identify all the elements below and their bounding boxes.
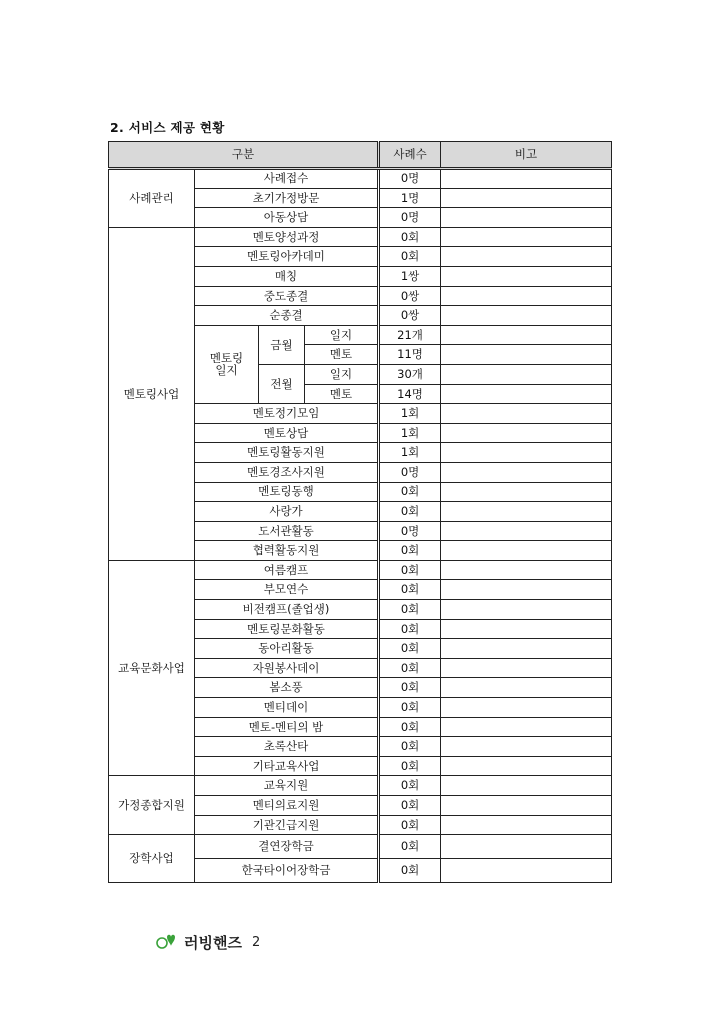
count-cell: 0쌍	[379, 286, 441, 306]
count-cell: 0회	[379, 482, 441, 502]
item-label: 봄소풍	[195, 678, 379, 698]
note-cell	[441, 619, 612, 639]
count-cell: 0회	[379, 560, 441, 580]
item-label: 멘토상담	[195, 423, 379, 443]
count-cell: 0쌍	[379, 306, 441, 326]
note-cell	[441, 521, 612, 541]
count-cell: 0회	[379, 815, 441, 835]
count-cell: 21개	[379, 325, 441, 345]
item-label: 멘토링아카데미	[195, 247, 379, 267]
note-cell	[441, 325, 612, 345]
note-cell	[441, 306, 612, 326]
note-cell	[441, 756, 612, 776]
item-label: 한국타이어장학금	[195, 859, 379, 883]
item-label: 협력활동지원	[195, 541, 379, 561]
item-label: 자원봉사데이	[195, 658, 379, 678]
item-label: 멘토정기모임	[195, 404, 379, 424]
item-label: 도서관활동	[195, 521, 379, 541]
month-label: 금월	[259, 325, 305, 364]
count-cell: 0회	[379, 756, 441, 776]
count-cell: 1회	[379, 443, 441, 463]
note-cell	[441, 247, 612, 267]
note-cell	[441, 266, 612, 286]
note-cell	[441, 482, 612, 502]
note-cell	[441, 835, 612, 859]
item-label: 결연장학금	[195, 835, 379, 859]
count-cell: 0회	[379, 619, 441, 639]
section-title: 2. 서비스 제공 현황	[110, 120, 225, 135]
item-label: 멘토링동행	[195, 482, 379, 502]
count-cell: 0회	[379, 796, 441, 816]
note-cell	[441, 423, 612, 443]
item-label: 사례접수	[195, 169, 379, 189]
note-cell	[441, 227, 612, 247]
note-cell	[441, 580, 612, 600]
note-cell	[441, 560, 612, 580]
item-label: 매칭	[195, 266, 379, 286]
count-cell: 0회	[379, 541, 441, 561]
page-number: 2	[251, 935, 261, 950]
count-cell: 0명	[379, 521, 441, 541]
item-label: 부모연수	[195, 580, 379, 600]
item-label: 기관긴급지원	[195, 815, 379, 835]
header-count: 사례수	[379, 142, 441, 169]
count-cell: 14명	[379, 384, 441, 404]
journal-label: 멘토링 일지	[195, 325, 259, 403]
item-label: 멘토링문화활동	[195, 619, 379, 639]
note-cell	[441, 502, 612, 522]
item-label: 비전캠프(졸업생)	[195, 600, 379, 620]
count-cell: 0명	[379, 208, 441, 228]
count-cell: 0회	[379, 502, 441, 522]
note-cell	[441, 600, 612, 620]
item-label: 중도종결	[195, 286, 379, 306]
note-cell	[441, 737, 612, 757]
note-cell	[441, 698, 612, 718]
count-cell: 0회	[379, 835, 441, 859]
note-cell	[441, 859, 612, 883]
count-cell: 0회	[379, 600, 441, 620]
item-label: 순종결	[195, 306, 379, 326]
item-label: 멘토경조사지원	[195, 462, 379, 482]
count-cell: 0회	[379, 859, 441, 883]
table-row	[109, 835, 612, 859]
note-cell	[441, 345, 612, 365]
item-label: 멘토링활동지원	[195, 443, 379, 463]
count-cell: 0명	[379, 462, 441, 482]
header-category: 구분	[109, 142, 379, 169]
count-cell: 1쌍	[379, 266, 441, 286]
footer	[156, 932, 260, 953]
group-label: 가정종합지원	[109, 776, 195, 835]
group-label: 장학사업	[109, 835, 195, 883]
note-cell	[441, 208, 612, 228]
item-label: 멘티데이	[195, 698, 379, 718]
heart-hands-logo-icon	[156, 933, 178, 953]
item-label: 동아리활동	[195, 639, 379, 659]
note-cell	[441, 541, 612, 561]
item-label: 여름캠프	[195, 560, 379, 580]
group-label: 교육문화사업	[109, 560, 195, 776]
count-cell: 0회	[379, 737, 441, 757]
count-cell: 1회	[379, 404, 441, 424]
note-cell	[441, 443, 612, 463]
count-cell: 0명	[379, 169, 441, 189]
sub-label: 일지	[305, 364, 379, 384]
service-status-table	[108, 141, 612, 883]
item-label: 초록산타	[195, 737, 379, 757]
count-cell: 0회	[379, 717, 441, 737]
count-cell: 0회	[379, 698, 441, 718]
table-row	[109, 560, 612, 580]
item-label: 사랑가	[195, 502, 379, 522]
item-label: 기타교육사업	[195, 756, 379, 776]
table-row	[109, 227, 612, 247]
table-row	[109, 169, 612, 189]
brand-name: 러빙핸즈	[184, 934, 242, 952]
item-label: 교육지원	[195, 776, 379, 796]
note-cell	[441, 404, 612, 424]
group-label: 사례관리	[109, 169, 195, 228]
count-cell: 1명	[379, 188, 441, 208]
note-cell	[441, 188, 612, 208]
sub-label: 일지	[305, 325, 379, 345]
note-cell	[441, 815, 612, 835]
group-label: 멘토링사업	[109, 227, 195, 560]
count-cell: 0회	[379, 658, 441, 678]
note-cell	[441, 169, 612, 189]
note-cell	[441, 364, 612, 384]
note-cell	[441, 717, 612, 737]
table-row	[109, 776, 612, 796]
item-label: 아동상담	[195, 208, 379, 228]
note-cell	[441, 658, 612, 678]
count-cell: 0회	[379, 678, 441, 698]
note-cell	[441, 384, 612, 404]
count-cell: 0회	[379, 227, 441, 247]
note-cell	[441, 796, 612, 816]
note-cell	[441, 462, 612, 482]
sub-label: 멘토	[305, 384, 379, 404]
count-cell: 11명	[379, 345, 441, 365]
item-label: 초기가정방문	[195, 188, 379, 208]
count-cell: 1회	[379, 423, 441, 443]
count-cell: 30개	[379, 364, 441, 384]
count-cell: 0회	[379, 580, 441, 600]
note-cell	[441, 678, 612, 698]
count-cell: 0회	[379, 247, 441, 267]
month-label: 전월	[259, 364, 305, 403]
count-cell: 0회	[379, 639, 441, 659]
item-label: 멘토양성과정	[195, 227, 379, 247]
header-note: 비고	[441, 142, 612, 169]
note-cell	[441, 776, 612, 796]
note-cell	[441, 286, 612, 306]
count-cell: 0회	[379, 776, 441, 796]
item-label: 멘티의료지원	[195, 796, 379, 816]
sub-label: 멘토	[305, 345, 379, 365]
note-cell	[441, 639, 612, 659]
item-label: 멘토-멘티의 밤	[195, 717, 379, 737]
